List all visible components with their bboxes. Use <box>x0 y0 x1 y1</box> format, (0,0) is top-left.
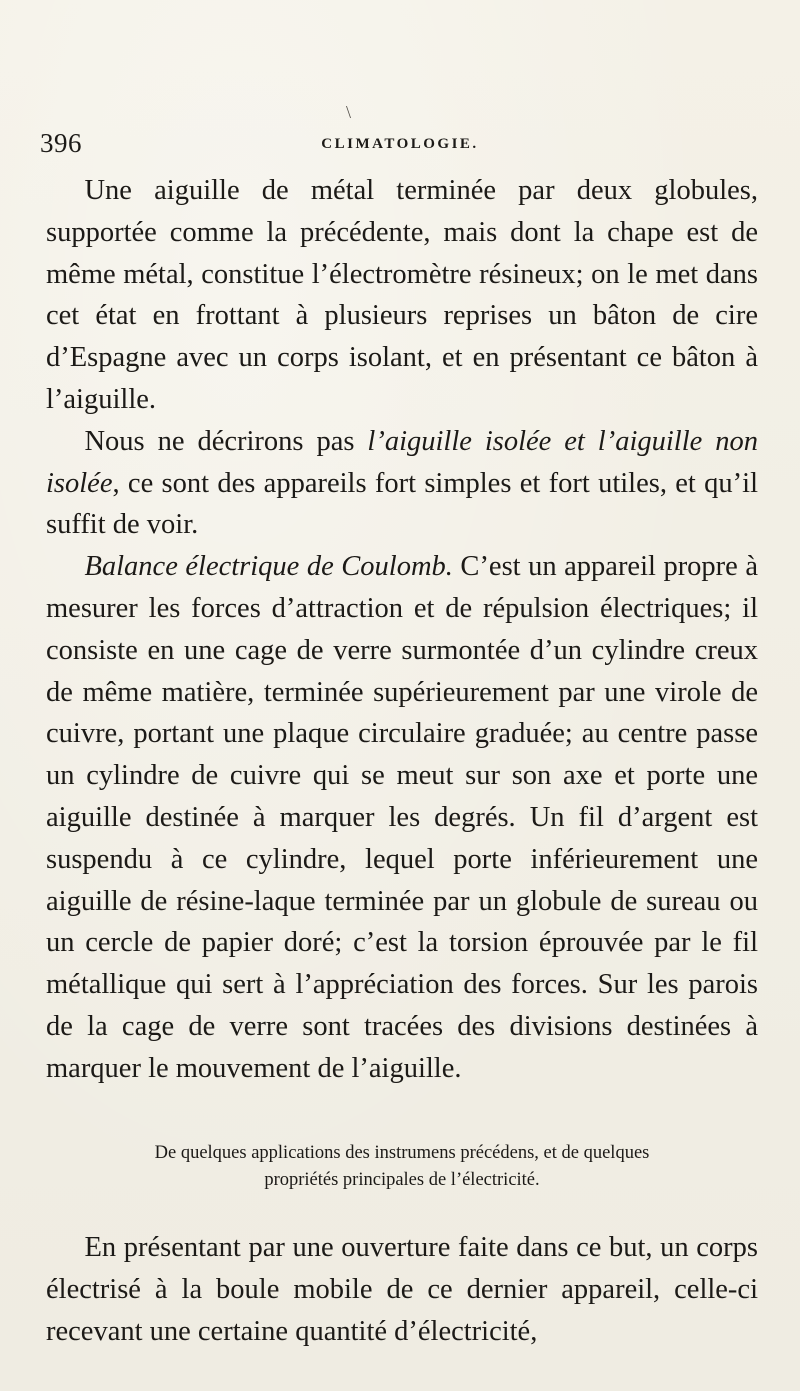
paragraph-balance-coulomb: Balance électrique de Coulomb. C’est un appareil propre à mesurer les forces d’attraction et de répulsion électriques; il consiste en une cage de verre surmontée d’un cylindre creux de même matière, terminée supérieurement par une virole de cuivre, portant une plaque circulaire graduée; au centre passe un cylindre de cuivre qui se meut sur son axe et porte une aiguille destinée à marquer les degrés. Un fil d’argent est suspendu à ce cylindre, lequel porte inférieurement une aiguille de résine-laque terminée par un globule de sureau ou un cercle de papier doré; c’est la torsion éprouvée par le fil métallique qui sert à l’appréciation des forces. Sur les parois de la cage de verre sont tracées des divisions destinées à marquer le mouvement de l’aiguille. <box>46 551 758 1084</box>
italic-term-balance: Balance électrique de Coulomb. <box>84 551 453 583</box>
printer-mark: \ <box>346 102 352 122</box>
continuation-text <box>46 1227 758 1353</box>
running-head: CLIMATOLOGIE. <box>321 136 479 152</box>
body-text <box>46 170 758 1090</box>
paragraph-presentation: En présentant par une ouverture faite dans ce but, un corps électrisé à la boule mobile de ce dernier appareil, celle-ci recevant une certaine quantité d’électricité, <box>46 1232 758 1347</box>
italic-term-aiguilles: l’aiguille isolée et l’aiguille non isolée <box>46 425 758 499</box>
section-heading-line-1: De quelques applications des instrumens précédens, et de quelques <box>154 1143 650 1163</box>
section-heading <box>46 1140 758 1194</box>
paragraph-electrometre: Une aiguille de métal terminée par deux globules, supportée comme la précédente, mais dont la chape est de même métal, constitue l’électromètre résineux; on le met dans cet état en frottant à plusieurs reprises un bâton de cire d’Espagne avec un corps isolant, et en présentant ce bâton à l’aiguille. <box>46 175 758 415</box>
page-number: 396 <box>40 128 82 158</box>
paragraph-aiguille: Nous ne décrirons pas l’aiguille isolée et l’aiguille non isolée, ce sont des appareils fort simples et fort utiles, et qu’il suffit de voir. <box>46 425 758 541</box>
page-header <box>40 128 760 158</box>
section-heading-line-2: propriétés principales de l’électricité. <box>264 1170 540 1190</box>
